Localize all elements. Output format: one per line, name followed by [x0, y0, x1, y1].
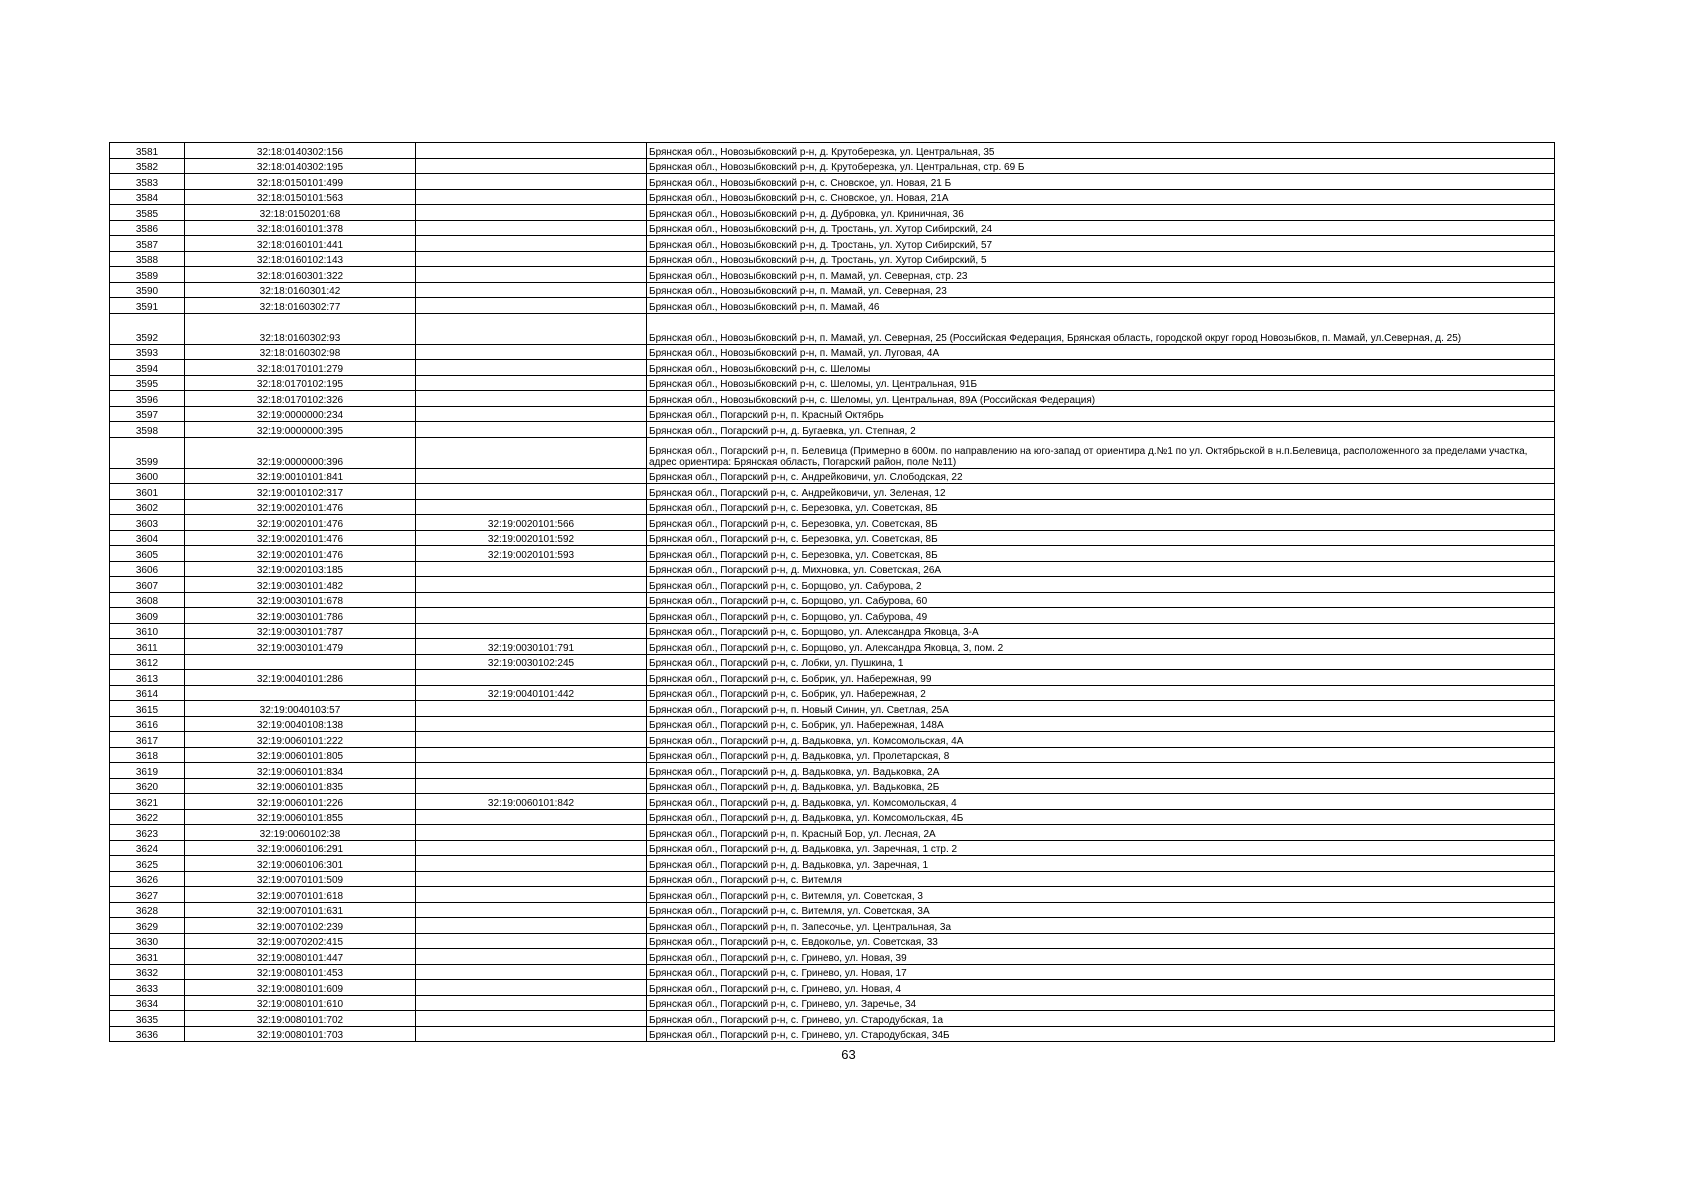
related-cadastral-number-cell [416, 949, 647, 965]
related-cadastral-number-cell [416, 778, 647, 794]
address-cell: Брянская обл., Новозыбковский р-н, с. Сновское, ул. Новая, 21А [647, 189, 1555, 205]
cadastral-number-cell: 32:19:0020101:476 [185, 530, 416, 546]
related-cadastral-number-cell: 32:19:0020101:593 [416, 546, 647, 562]
row-number-cell: 3616 [110, 716, 185, 732]
related-cadastral-number-cell [416, 422, 647, 438]
table-row [110, 158, 1555, 174]
cadastral-number-cell: 32:19:0020101:476 [185, 499, 416, 515]
related-cadastral-number-cell [416, 995, 647, 1011]
related-cadastral-number-cell [416, 887, 647, 903]
related-cadastral-number-cell: 32:19:0040101:442 [416, 685, 647, 701]
address-cell: Брянская обл., Погарский р-н, с. Гринево, ул. Новая, 39 [647, 949, 1555, 965]
row-number-cell: 3589 [110, 267, 185, 283]
address-cell: Брянская обл., Погарский р-н, д. Вадьковка, ул. Заречная, 1 стр. 2 [647, 840, 1555, 856]
cadastral-number-cell: 32:19:0030101:787 [185, 623, 416, 639]
related-cadastral-number-cell [416, 375, 647, 391]
address-cell: Брянская обл., Погарский р-н, с. Борщово, ул. Сабурова, 49 [647, 608, 1555, 624]
row-number-cell: 3608 [110, 592, 185, 608]
related-cadastral-number-cell [416, 825, 647, 841]
row-number-cell: 3590 [110, 282, 185, 298]
table-row [110, 282, 1555, 298]
table-row [110, 685, 1555, 701]
cadastral-number-cell: 32:19:0010101:841 [185, 468, 416, 484]
row-number-cell: 3582 [110, 158, 185, 174]
cadastral-number-cell: 32:19:0000000:395 [185, 422, 416, 438]
table-row [110, 313, 1555, 344]
row-number-cell: 3621 [110, 794, 185, 810]
cadastral-number-cell: 32:19:0070101:631 [185, 902, 416, 918]
row-number-cell: 3597 [110, 406, 185, 422]
cadastral-number-cell: 32:19:0040101:286 [185, 670, 416, 686]
table-row [110, 639, 1555, 655]
cadastral-number-cell: 32:19:0070202:415 [185, 933, 416, 949]
address-cell: Брянская обл., Погарский р-н, с. Бобрик, ул. Набережная, 99 [647, 670, 1555, 686]
address-cell: Брянская обл., Новозыбковский р-н, д. Тростань, ул. Хутор Сибирский, 57 [647, 236, 1555, 252]
cadastral-number-cell: 32:18:0140302:195 [185, 158, 416, 174]
address-cell: Брянская обл., Новозыбковский р-н, п. Мамай, ул. Северная, стр. 23 [647, 267, 1555, 283]
row-number-cell: 3609 [110, 608, 185, 624]
address-cell: Брянская обл., Погарский р-н, с. Гринево, ул. Заречье, 34 [647, 995, 1555, 1011]
address-cell: Брянская обл., Погарский р-н, с. Витемля [647, 871, 1555, 887]
address-cell: Брянская обл., Новозыбковский р-н, д. Дубровка, ул. Криничная, 36 [647, 205, 1555, 221]
table-row [110, 391, 1555, 407]
row-number-cell: 3622 [110, 809, 185, 825]
related-cadastral-number-cell: 32:19:0030101:791 [416, 639, 647, 655]
cadastral-number-cell: 32:18:0150101:563 [185, 189, 416, 205]
cadastral-number-cell: 32:18:0160102:143 [185, 251, 416, 267]
related-cadastral-number-cell [416, 732, 647, 748]
related-cadastral-number-cell [416, 189, 647, 205]
row-number-cell: 3611 [110, 639, 185, 655]
row-number-cell: 3623 [110, 825, 185, 841]
cadastral-number-cell: 32:18:0160301:42 [185, 282, 416, 298]
cadastral-number-cell [185, 685, 416, 701]
row-number-cell: 3626 [110, 871, 185, 887]
address-cell: Брянская обл., Погарский р-н, д. Вадьковка, ул. Комсомольская, 4А [647, 732, 1555, 748]
row-number-cell: 3605 [110, 546, 185, 562]
table-row [110, 887, 1555, 903]
address-cell: Брянская обл., Погарский р-н, д. Бугаевка, ул. Степная, 2 [647, 422, 1555, 438]
cadastral-number-cell: 32:19:0040103:57 [185, 701, 416, 717]
address-cell: Брянская обл., Новозыбковский р-н, с. Шеломы, ул. Центральная, 89А (Российская Федерация) [647, 391, 1555, 407]
table-row [110, 856, 1555, 872]
row-number-cell: 3596 [110, 391, 185, 407]
row-number-cell: 3633 [110, 980, 185, 996]
cadastral-number-cell: 32:19:0060101:222 [185, 732, 416, 748]
cadastral-number-cell: 32:18:0160302:77 [185, 298, 416, 314]
address-cell: Брянская обл., Погарский р-н, с. Борщово, ул. Сабурова, 60 [647, 592, 1555, 608]
cadastral-number-cell: 32:19:0060106:301 [185, 856, 416, 872]
row-number-cell: 3586 [110, 220, 185, 236]
cadastral-number-cell: 32:18:0140302:156 [185, 143, 416, 159]
related-cadastral-number-cell: 32:19:0060101:842 [416, 794, 647, 810]
address-cell: Брянская обл., Погарский р-н, с. Борщово, ул. Александра Яковца, 3-А [647, 623, 1555, 639]
row-number-cell: 3594 [110, 360, 185, 376]
related-cadastral-number-cell [416, 484, 647, 500]
cadastral-number-cell: 32:19:0070101:618 [185, 887, 416, 903]
cadastral-number-cell: 32:18:0160101:378 [185, 220, 416, 236]
address-cell: Брянская обл., Погарский р-н, п. Красный Октябрь [647, 406, 1555, 422]
row-number-cell: 3614 [110, 685, 185, 701]
row-number-cell: 3636 [110, 1026, 185, 1042]
related-cadastral-number-cell: 32:19:0030102:245 [416, 654, 647, 670]
address-cell: Брянская обл., Погарский р-н, с. Лобки, ул. Пушкина, 1 [647, 654, 1555, 670]
cadastral-number-cell: 32:19:0000000:396 [185, 437, 416, 468]
table-row [110, 422, 1555, 438]
row-number-cell: 3602 [110, 499, 185, 515]
row-number-cell: 3631 [110, 949, 185, 965]
table-row [110, 189, 1555, 205]
row-number-cell: 3613 [110, 670, 185, 686]
address-cell: Брянская обл., Новозыбковский р-н, с. Шеломы, ул. Центральная, 91Б [647, 375, 1555, 391]
table-row [110, 561, 1555, 577]
table-row [110, 778, 1555, 794]
cadastral-number-cell: 32:18:0170102:326 [185, 391, 416, 407]
cadastral-number-cell: 32:18:0170101:279 [185, 360, 416, 376]
related-cadastral-number-cell: 32:19:0020101:592 [416, 530, 647, 546]
table-row [110, 933, 1555, 949]
cadastral-number-cell: 32:18:0160302:98 [185, 344, 416, 360]
row-number-cell: 3612 [110, 654, 185, 670]
address-cell: Брянская обл., Погарский р-н, д. Вадьковка, ул. Вадьковка, 2А [647, 763, 1555, 779]
address-cell: Брянская обл., Погарский р-н, с. Гринево, ул. Новая, 4 [647, 980, 1555, 996]
related-cadastral-number-cell [416, 871, 647, 887]
address-cell: Брянская обл., Новозыбковский р-н, с. Шеломы [647, 360, 1555, 376]
row-number-cell: 3617 [110, 732, 185, 748]
related-cadastral-number-cell [416, 406, 647, 422]
related-cadastral-number-cell [416, 763, 647, 779]
address-cell: Брянская обл., Погарский р-н, с. Андрейковичи, ул. Зеленая, 12 [647, 484, 1555, 500]
row-number-cell: 3615 [110, 701, 185, 717]
address-cell: Брянская обл., Погарский р-н, д. Вадьковка, ул. Заречная, 1 [647, 856, 1555, 872]
cadastral-number-cell: 32:19:0070101:509 [185, 871, 416, 887]
row-number-cell: 3588 [110, 251, 185, 267]
table-row [110, 484, 1555, 500]
row-number-cell: 3595 [110, 375, 185, 391]
table-row [110, 251, 1555, 267]
address-cell: Брянская обл., Погарский р-н, с. Борщово, ул. Сабурова, 2 [647, 577, 1555, 593]
related-cadastral-number-cell [416, 236, 647, 252]
address-cell: Брянская обл., Погарский р-н, д. Вадьковка, ул. Комсомольская, 4Б [647, 809, 1555, 825]
row-number-cell: 3600 [110, 468, 185, 484]
row-number-cell: 3628 [110, 902, 185, 918]
cadastral-number-cell: 32:19:0080101:453 [185, 964, 416, 980]
cadastral-number-cell: 32:19:0080101:703 [185, 1026, 416, 1042]
related-cadastral-number-cell [416, 344, 647, 360]
cadastral-number-cell: 32:19:0030101:482 [185, 577, 416, 593]
related-cadastral-number-cell [416, 623, 647, 639]
cadastral-number-cell: 32:19:0040108:138 [185, 716, 416, 732]
address-cell: Брянская обл., Новозыбковский р-н, д. Тростань, ул. Хутор Сибирский, 24 [647, 220, 1555, 236]
address-cell: Брянская обл., Погарский р-н, с. Гринево, ул. Стародубская, 1а [647, 1011, 1555, 1027]
row-number-cell: 3610 [110, 623, 185, 639]
related-cadastral-number-cell [416, 1026, 647, 1042]
page-number: 63 [841, 1047, 856, 1062]
cadastral-number-cell: 32:19:0010102:317 [185, 484, 416, 500]
related-cadastral-number-cell [416, 670, 647, 686]
related-cadastral-number-cell [416, 468, 647, 484]
address-cell: Брянская обл., Погарский р-н, п. Новый Синин, ул. Светлая, 25А [647, 701, 1555, 717]
table-row [110, 980, 1555, 996]
table-row [110, 794, 1555, 810]
row-number-cell: 3583 [110, 174, 185, 190]
address-cell: Брянская обл., Новозыбковский р-н, п. Мамай, 46 [647, 298, 1555, 314]
row-number-cell: 3601 [110, 484, 185, 500]
address-cell: Брянская обл., Новозыбковский р-н, д. Крутоберезка, ул. Центральная, стр. 69 Б [647, 158, 1555, 174]
related-cadastral-number-cell [416, 1011, 647, 1027]
table-row [110, 763, 1555, 779]
row-number-cell: 3625 [110, 856, 185, 872]
table-row [110, 964, 1555, 980]
row-number-cell: 3603 [110, 515, 185, 531]
row-number-cell: 3632 [110, 964, 185, 980]
table-row [110, 515, 1555, 531]
table-row [110, 623, 1555, 639]
related-cadastral-number-cell [416, 747, 647, 763]
related-cadastral-number-cell [416, 561, 647, 577]
row-number-cell: 3634 [110, 995, 185, 1011]
table-row [110, 1026, 1555, 1042]
related-cadastral-number-cell [416, 809, 647, 825]
related-cadastral-number-cell [416, 856, 647, 872]
cadastral-number-cell: 32:19:0060101:835 [185, 778, 416, 794]
cadastral-number-cell: 32:19:0070102:239 [185, 918, 416, 934]
table-row [110, 949, 1555, 965]
table-row [110, 995, 1555, 1011]
cadastral-number-cell: 32:19:0000000:234 [185, 406, 416, 422]
address-cell: Брянская обл., Новозыбковский р-н, п. Мамай, ул. Северная, 23 [647, 282, 1555, 298]
cadastral-number-cell: 32:19:0060101:855 [185, 809, 416, 825]
row-number-cell: 3630 [110, 933, 185, 949]
address-cell: Брянская обл., Погарский р-н, с. Березовка, ул. Советская, 8Б [647, 515, 1555, 531]
address-cell: Брянская обл., Погарский р-н, с. Березовка, ул. Советская, 8Б [647, 499, 1555, 515]
cadastral-number-cell: 32:18:0150101:499 [185, 174, 416, 190]
cadastral-number-cell: 32:19:0080101:609 [185, 980, 416, 996]
table-row [110, 918, 1555, 934]
table-row [110, 825, 1555, 841]
table-row [110, 716, 1555, 732]
cadastral-number-cell: 32:19:0030101:786 [185, 608, 416, 624]
table-row [110, 747, 1555, 763]
cadastral-number-cell: 32:18:0160301:322 [185, 267, 416, 283]
table-row [110, 670, 1555, 686]
address-cell: Брянская обл., Погарский р-н, с. Витемля, ул. Советская, 3 [647, 887, 1555, 903]
table-row [110, 298, 1555, 314]
related-cadastral-number-cell [416, 902, 647, 918]
table-row [110, 902, 1555, 918]
row-number-cell: 3591 [110, 298, 185, 314]
row-number-cell: 3587 [110, 236, 185, 252]
table-row [110, 701, 1555, 717]
related-cadastral-number-cell [416, 360, 647, 376]
related-cadastral-number-cell [416, 592, 647, 608]
table-row [110, 499, 1555, 515]
table-row [110, 344, 1555, 360]
related-cadastral-number-cell [416, 205, 647, 221]
address-cell: Брянская обл., Погарский р-н, с. Гринево, ул. Новая, 17 [647, 964, 1555, 980]
related-cadastral-number-cell [416, 980, 647, 996]
table-row [110, 267, 1555, 283]
address-cell: Брянская обл., Погарский р-н, с. Бобрик, ул. Набережная, 2 [647, 685, 1555, 701]
cadastral-number-cell [185, 654, 416, 670]
table-row [110, 360, 1555, 376]
related-cadastral-number-cell [416, 840, 647, 856]
address-cell: Брянская обл., Погарский р-н, с. Березовка, ул. Советская, 8Б [647, 546, 1555, 562]
related-cadastral-number-cell [416, 391, 647, 407]
address-cell: Брянская обл., Новозыбковский р-н, п. Мамай, ул. Северная, 25 (Российская Федерация, Брянская область, городской округ город Новозыбков, п. Мамай, ул.Северная, д. 25) [647, 313, 1555, 344]
related-cadastral-number-cell [416, 174, 647, 190]
related-cadastral-number-cell [416, 499, 647, 515]
cadastral-number-cell: 32:19:0020101:476 [185, 546, 416, 562]
table-row [110, 809, 1555, 825]
related-cadastral-number-cell [416, 220, 647, 236]
cadastral-number-cell: 32:18:0150201:68 [185, 205, 416, 221]
cadastral-number-cell: 32:18:0160101:441 [185, 236, 416, 252]
related-cadastral-number-cell [416, 716, 647, 732]
address-cell: Брянская обл., Погарский р-н, п. Белевица (Примерно в 600м. по направлению на юго-запад от ориентира д.№1 по ул. Октябрьской в н.п.Белевица, расположенного за пределами участка, адрес ориентира: Брянская область, Погарский район, поле №11) [647, 437, 1555, 468]
table-row [110, 236, 1555, 252]
cadastral-number-cell: 32:19:0030101:678 [185, 592, 416, 608]
table-row [110, 375, 1555, 391]
address-cell: Брянская обл., Погарский р-н, с. Витемля, ул. Советская, 3А [647, 902, 1555, 918]
property-table [109, 142, 1555, 1042]
table-row [110, 406, 1555, 422]
table-row [110, 546, 1555, 562]
row-number-cell: 3584 [110, 189, 185, 205]
address-cell: Брянская обл., Погарский р-н, с. Бобрик, ул. Набережная, 148А [647, 716, 1555, 732]
row-number-cell: 3618 [110, 747, 185, 763]
cadastral-number-cell: 32:19:0060106:291 [185, 840, 416, 856]
related-cadastral-number-cell [416, 298, 647, 314]
row-number-cell: 3620 [110, 778, 185, 794]
address-cell: Брянская обл., Погарский р-н, с. Борщово, ул. Александра Яковца, 3, пом. 2 [647, 639, 1555, 655]
cadastral-number-cell: 32:19:0030101:479 [185, 639, 416, 655]
related-cadastral-number-cell [416, 282, 647, 298]
address-cell: Брянская обл., Погарский р-н, п. Запесочье, ул. Центральная, 3а [647, 918, 1555, 934]
table-row [110, 205, 1555, 221]
row-number-cell: 3624 [110, 840, 185, 856]
table-row [110, 143, 1555, 159]
table-row [110, 654, 1555, 670]
address-cell: Брянская обл., Погарский р-н, д. Михновка, ул. Советская, 26А [647, 561, 1555, 577]
address-cell: Брянская обл., Погарский р-н, д. Вадьковка, ул. Пролетарская, 8 [647, 747, 1555, 763]
table-row [110, 608, 1555, 624]
related-cadastral-number-cell [416, 918, 647, 934]
related-cadastral-number-cell [416, 143, 647, 159]
cadastral-number-cell: 32:19:0020101:476 [185, 515, 416, 531]
related-cadastral-number-cell [416, 158, 647, 174]
address-cell: Брянская обл., Погарский р-н, д. Вадьковка, ул. Комсомольская, 4 [647, 794, 1555, 810]
table-row [110, 1011, 1555, 1027]
related-cadastral-number-cell [416, 608, 647, 624]
row-number-cell: 3592 [110, 313, 185, 344]
row-number-cell: 3581 [110, 143, 185, 159]
row-number-cell: 3619 [110, 763, 185, 779]
cadastral-number-cell: 32:19:0060101:226 [185, 794, 416, 810]
table-row [110, 437, 1555, 468]
address-cell: Брянская обл., Погарский р-н, с. Евдоколье, ул. Советская, 33 [647, 933, 1555, 949]
table-row [110, 468, 1555, 484]
address-cell: Брянская обл., Погарский р-н, п. Красный Бор, ул. Лесная, 2А [647, 825, 1555, 841]
table-body [110, 143, 1555, 1042]
cadastral-number-cell: 32:19:0060102:38 [185, 825, 416, 841]
table-row [110, 530, 1555, 546]
cadastral-number-cell: 32:19:0060101:834 [185, 763, 416, 779]
cadastral-number-cell: 32:19:0080101:702 [185, 1011, 416, 1027]
table-row [110, 840, 1555, 856]
address-cell: Брянская обл., Погарский р-н, с. Гринево, ул. Стародубская, 34Б [647, 1026, 1555, 1042]
address-cell: Брянская обл., Новозыбковский р-н, д. Крутоберезка, ул. Центральная, 35 [647, 143, 1555, 159]
address-cell: Брянская обл., Погарский р-н, д. Вадьковка, ул. Вадьковка, 2Б [647, 778, 1555, 794]
related-cadastral-number-cell [416, 437, 647, 468]
table-row [110, 732, 1555, 748]
cadastral-number-cell: 32:19:0060101:805 [185, 747, 416, 763]
table-row [110, 220, 1555, 236]
address-cell: Брянская обл., Погарский р-н, с. Березовка, ул. Советская, 8Б [647, 530, 1555, 546]
related-cadastral-number-cell [416, 313, 647, 344]
row-number-cell: 3607 [110, 577, 185, 593]
row-number-cell: 3606 [110, 561, 185, 577]
related-cadastral-number-cell [416, 933, 647, 949]
cadastral-number-cell: 32:18:0160302:93 [185, 313, 416, 344]
table-row [110, 592, 1555, 608]
cadastral-number-cell: 32:19:0080101:447 [185, 949, 416, 965]
row-number-cell: 3629 [110, 918, 185, 934]
row-number-cell: 3585 [110, 205, 185, 221]
related-cadastral-number-cell [416, 267, 647, 283]
related-cadastral-number-cell: 32:19:0020101:566 [416, 515, 647, 531]
row-number-cell: 3599 [110, 437, 185, 468]
table-row [110, 871, 1555, 887]
related-cadastral-number-cell [416, 701, 647, 717]
related-cadastral-number-cell [416, 251, 647, 267]
address-cell: Брянская обл., Новозыбковский р-н, п. Мамай, ул. Луговая, 4А [647, 344, 1555, 360]
table-row [110, 174, 1555, 190]
cadastral-number-cell: 32:19:0080101:610 [185, 995, 416, 1011]
address-cell: Брянская обл., Новозыбковский р-н, д. Тростань, ул. Хутор Сибирский, 5 [647, 251, 1555, 267]
row-number-cell: 3593 [110, 344, 185, 360]
row-number-cell: 3604 [110, 530, 185, 546]
address-cell: Брянская обл., Погарский р-н, с. Андрейковичи, ул. Слободская, 22 [647, 468, 1555, 484]
row-number-cell: 3627 [110, 887, 185, 903]
row-number-cell: 3635 [110, 1011, 185, 1027]
address-cell: Брянская обл., Новозыбковский р-н, с. Сновское, ул. Новая, 21 Б [647, 174, 1555, 190]
row-number-cell: 3598 [110, 422, 185, 438]
related-cadastral-number-cell [416, 964, 647, 980]
related-cadastral-number-cell [416, 577, 647, 593]
table-row [110, 577, 1555, 593]
cadastral-number-cell: 32:18:0170102:195 [185, 375, 416, 391]
cadastral-number-cell: 32:19:0020103:185 [185, 561, 416, 577]
